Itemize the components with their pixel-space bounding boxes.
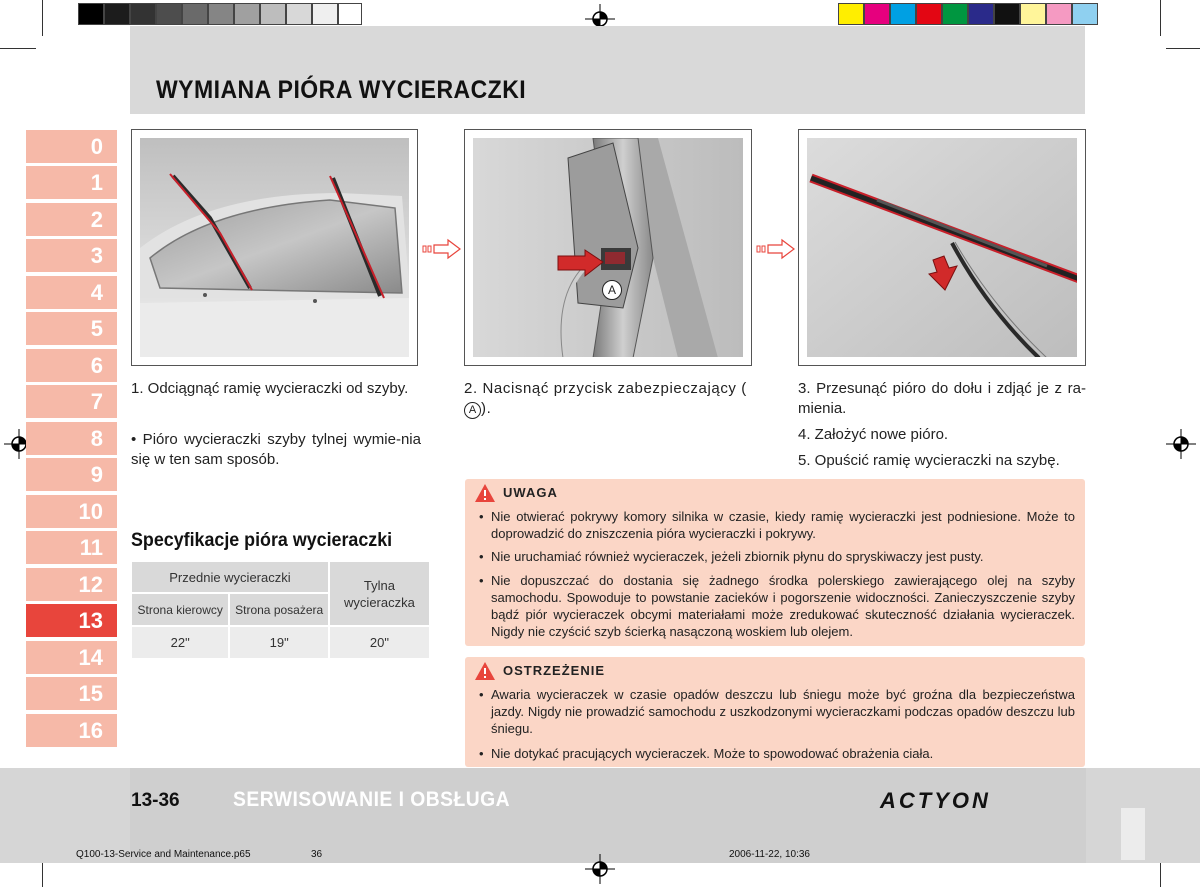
step-2-marker: A	[464, 402, 481, 419]
callout-marker-a: A	[602, 280, 622, 300]
warning-triangle-icon	[474, 483, 496, 503]
spec-table	[131, 561, 430, 659]
spec-header-rear: Tylna wycieraczka	[329, 561, 430, 626]
chapter-tab-13[interactable]: 13	[26, 604, 117, 637]
step-1-note: • Pióro wycieraczki szyby tylnej wymie-nia się w ten sam sposób.	[131, 431, 421, 468]
chapter-tab-6[interactable]: 6	[26, 349, 117, 382]
warning-item: • Awaria wycieraczek w czasie opadów deszczu lub śniegu może być groźna dla bezpieczeństwa jazdy. Nigdy nie prowadzić samochodu z uszkodzonymi wycieraczkami podczas opadów deszczu lub śniegu.	[479, 687, 1075, 736]
windshield-illustration	[140, 138, 409, 357]
chapter-tab-10[interactable]: 10	[26, 495, 117, 528]
warning-heading: OSTRZEŻENIE	[503, 663, 606, 678]
caution-item-text: Nie otwierać pokrywy komory silnika w czasie, kiedy ramię wycieraczki jest podniesione. Może to doprowadzić do zniszczenia pióra wycieraczki i pokrywy.	[491, 509, 1075, 541]
warning-box	[465, 657, 1085, 767]
footer-edge-tab	[1121, 808, 1145, 860]
section-name: SERWISOWANIE I OBSŁUGA	[233, 788, 511, 811]
registration-target-icon	[585, 854, 615, 884]
registration-target-icon	[1166, 429, 1196, 459]
caution-item-text: Nie uruchamiać również wycieraczek, jeżeli zbiornik płynu do spryskiwaczy jest pusty.	[491, 549, 984, 564]
chapter-tab-8[interactable]: 8	[26, 422, 117, 455]
chapter-tab-14[interactable]: 14	[26, 641, 117, 674]
step-3-text: 3. Przesunąć pióro do dołu i zdjąć je z ra-mienia.	[798, 380, 1086, 417]
figure-remove-blade	[798, 129, 1086, 366]
caution-item: • Nie uruchamiać również wycieraczek, jeżeli zbiornik płynu do spryskiwaczy jest pusty.	[479, 548, 1075, 565]
chapter-tab-1[interactable]: 1	[26, 166, 117, 199]
step-5-text: 5. Opuścić ramię wycieraczki na szybę.	[798, 452, 1060, 469]
footer-panel	[130, 768, 1086, 863]
figure-windshield	[131, 129, 418, 366]
step-2-end: ).	[481, 400, 492, 417]
step-2-label: 2. Nacisnąć przycisk zabezpieczający (	[464, 380, 747, 397]
step-1-text: 1. Odciągnąć ramię wycieraczki od szyby.	[131, 380, 409, 397]
chapter-tab-3[interactable]: 3	[26, 239, 117, 272]
step-2-text	[464, 379, 754, 419]
spec-value-passenger: 19"	[229, 626, 328, 659]
caution-box	[465, 479, 1085, 646]
caution-heading: UWAGA	[503, 485, 558, 500]
sheet-number: 36	[311, 849, 323, 860]
warning-item: • Nie dotykać pracujących wycieraczek. Może to spowodować obrażenia ciała.	[479, 745, 1075, 762]
file-name: Q100-13-Service and Maintenance.p65	[76, 849, 251, 860]
chapter-tab-5[interactable]: 5	[26, 312, 117, 345]
print-date: 2006-11-22, 10:36	[729, 849, 810, 860]
next-step-arrow-icon	[422, 238, 462, 260]
spec-header-passenger: Strona posażera	[229, 593, 328, 626]
caution-item: • Nie otwierać pokrywy komory silnika w czasie, kiedy ramię wycieraczki jest podniesione. Może to doprowadzić do zniszczenia pióra wycieraczki i pokrywy.	[479, 509, 1075, 541]
chapter-tab-9[interactable]: 9	[26, 458, 117, 491]
spec-header-driver: Strona kierowcy	[131, 593, 229, 626]
warning-triangle-icon	[474, 661, 496, 681]
wiper-arm-illustration	[473, 138, 743, 357]
chapter-tab-0[interactable]: 0	[26, 130, 117, 163]
spec-value-rear: 20"	[329, 626, 430, 659]
warning-item-text: Nie dotykać pracujących wycieraczek. Może to spowodować obrażenia ciała.	[491, 746, 934, 761]
step-4-text: 4. Założyć nowe pióro.	[798, 426, 949, 443]
caution-item: • Nie dopuszczać do dostania się żadnego środka polerskiego zawierającego olej na szyby samochodu. Spowoduje to powstanie zacieków i pogorszenie widoczności. Zanieczyszczenie szyby bądź piór wycieraczek obcymi materiałami może zredukować skuteczność działania wycieraczek. Nigdy nie czyścić szyb ścierką nasączoną woskiem lub olejem.	[479, 573, 1075, 639]
chapter-tab-15[interactable]: 15	[26, 677, 117, 710]
chapter-tab-11[interactable]: 11	[26, 531, 117, 564]
spec-value-driver: 22"	[131, 626, 229, 659]
page-number: 13-36	[131, 790, 180, 811]
chapter-tab-7[interactable]: 7	[26, 385, 117, 418]
warning-item-text: Awaria wycieraczek w czasie opadów deszczu lub śniegu może być groźna dla bezpieczeństwa jazdy. Nigdy nie prowadzić samochodu z uszkodzonymi wycieraczkami podczas opadów deszczu lub śniegu.	[491, 687, 1075, 736]
caution-item-text: Nie dopuszczać do dostania się żadnego środka polerskiego zawierającego olej na szyby samochodu. Spowoduje to powstanie zacieków i pogorszenie widoczności. Zanieczyszczenie szyby bądź piór wycieraczek obcymi materiałami może zredukować skuteczność działania wycieraczek. Nigdy nie czyścić szyb ścierką nasączoną woskiem lub olejem.	[491, 573, 1075, 639]
spec-header-front: Przednie wycieraczki	[131, 561, 329, 593]
chapter-tab-4[interactable]: 4	[26, 276, 117, 309]
chapter-tab-2[interactable]: 2	[26, 203, 117, 236]
brand-logo: ACTYON	[880, 788, 991, 813]
chapter-tab-12[interactable]: 12	[26, 568, 117, 601]
spec-heading: Specyfikacje pióra wycieraczki	[131, 530, 393, 551]
next-step-arrow-icon	[756, 238, 796, 260]
page-title: WYMIANA PIÓRA WYCIERACZKI	[156, 76, 527, 104]
chapter-tab-16[interactable]: 16	[26, 714, 117, 747]
wiper-blade-illustration	[807, 138, 1077, 357]
figure-release-button	[464, 129, 752, 366]
